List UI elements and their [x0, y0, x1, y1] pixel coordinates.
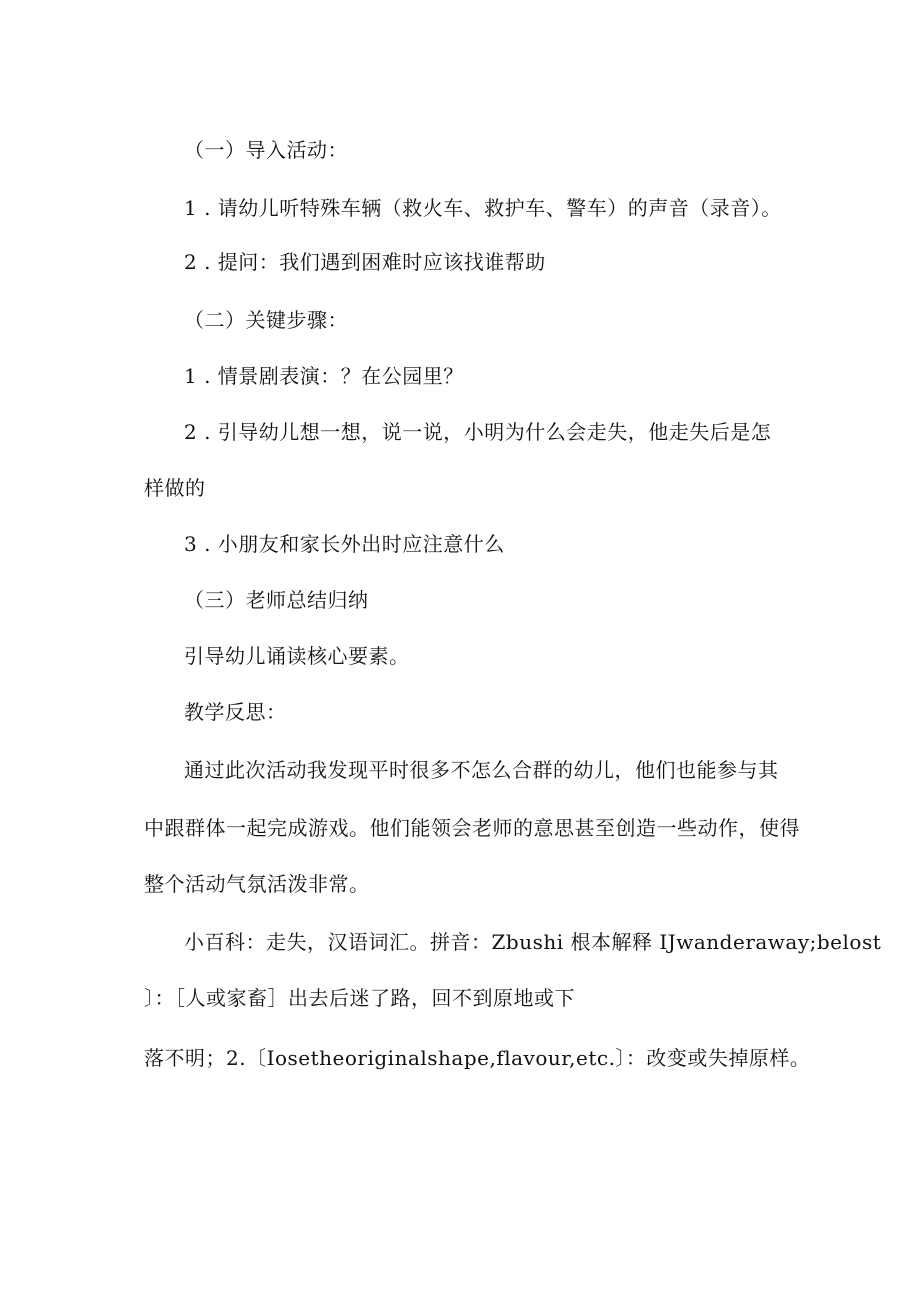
- intro-step-2: 2 . 提问：我们遇到困难时应该找谁帮助: [184, 250, 546, 274]
- key-step-3: 3 . 小朋友和家长外出时应注意什么: [184, 532, 505, 556]
- encyclopedia-line-1: 小百科：走失，汉语词汇。拼音：Zbushi 根本解释 IJwanderaway;belost: [184, 930, 882, 954]
- reflection-heading: 教学反思：: [184, 700, 287, 724]
- section-heading-key-steps: （二）关键步骤：: [184, 308, 348, 332]
- section-heading-summary: （三）老师总结归纳: [184, 588, 369, 612]
- summary-text: 引导幼儿诵读核心要素。: [184, 644, 410, 668]
- encyclopedia-line-3: 落不明；2.〔Iosetheoriginalshape,flavour,etc.〕：改变或失掉原样。: [144, 1046, 811, 1070]
- section-heading-intro: （一）导入活动：: [184, 138, 348, 162]
- encyclopedia-line-2: 〕：［人或家畜］出去后迷了路，回不到原地或下: [144, 986, 575, 1010]
- key-step-1: 1 . 情景剧表演：？在公园里？: [184, 364, 464, 388]
- reflection-paragraph-line-1: 通过此次活动我发现平时很多不怎么合群的幼儿，他们也能参与其: [184, 758, 779, 782]
- key-step-2-continued: 样做的: [144, 476, 206, 500]
- key-step-2: 2 . 引导幼儿想一想，说一说，小明为什么会走失，他走失后是怎: [184, 420, 772, 444]
- reflection-paragraph-line-2: 中跟群体一起完成游戏。他们能领会老师的意思甚至创造一些动作，使得: [144, 816, 800, 840]
- intro-step-1: 1 . 请幼儿听特殊车辆（救火车、救护车、警车）的声音（录音）。: [184, 196, 782, 220]
- reflection-paragraph-line-3: 整个活动气氛活泼非常。: [144, 872, 370, 896]
